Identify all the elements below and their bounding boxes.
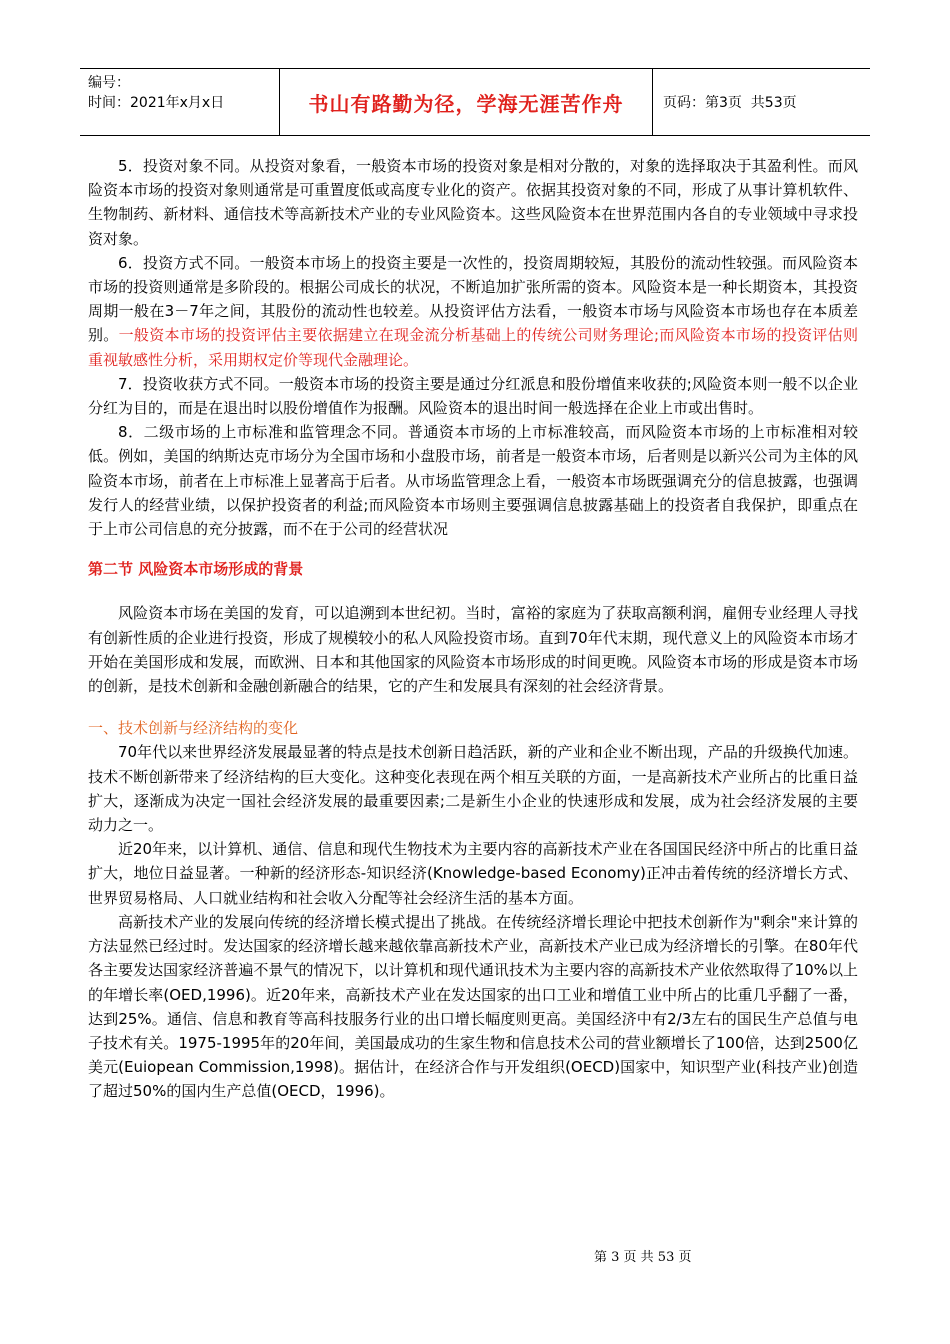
subsection-paragraph-2: 近20年来，以计算机、通信、信息和现代生物技术为主要内容的高新技术产业在各国国民经济中所占的比重日益扩大，地位日益显著。一种新的经济形态-知识经济(Knowledge-based Economy)正冲击着传统的经济增长方式、世界贸易格局、人口就业结构和社会收入分配等社会经济生活的基本方面。 bbox=[88, 840, 858, 907]
header-page-info bbox=[653, 69, 870, 135]
paragraph-8: 8．二级市场的上市标准和监管理念不同。普通资本市场的上市标准较高，而风险资本市场的上市标准相对较低。例如，美国的纳斯达克市场分为全国市场和小盘股市场，前者是一般资本市场，后者则是以新兴公司为主体的风险资本市场，前者在上市标准上显著高于后者。从市场监管理念上看，一般资本市场既强调充分的信息披露，也强调发行人的经营业绩，以保护投资者的利益;而风险资本市场则主要强调信息披露基础上的投资者自我保护，即重点在于上市公司信息的充分披露，而不在于公司的经营状况 bbox=[88, 423, 858, 539]
subsection-paragraph-1: 70年代以来世界经济发展最显著的特点是技术创新日趋活跃，新的产业和企业不断出现，产品的升级换代加速。技术不断创新带来了经济结构的巨大变化。这种变化表现在两个相互关联的方面，一是高新技术产业所占的比重日益扩大，逐渐成为决定一国社会经济发展的最重要因素;二是新生小企业的快速形成和发展，成为社会经济发展的主要动力之一。 bbox=[88, 743, 858, 835]
paragraph-6 bbox=[88, 251, 858, 372]
document-body bbox=[88, 154, 858, 1104]
paragraph-6-text: 6．投资方式不同。一般资本市场上的投资主要是一次性的，投资周期较短，其股份的流动性较强。而风险资本市场的投资则通常是多阶段的。根据公司成长的状况，不断追加扩张所需的资本。风险资本是一种长期资本，其投资周期一般在3－7年之间，其股份的流动性也较差。从投资评估方法看，一般资本市场与风险资本市场也存在本质差别。 bbox=[88, 253, 858, 345]
header-page-label: 页码：第3页 共53页 bbox=[663, 95, 797, 111]
document-number: 编号： bbox=[88, 75, 130, 91]
footer-page-number: 第 3 页 共 53 页 bbox=[594, 1250, 692, 1265]
intro-paragraph: 风险资本市场在美国的发育，可以追溯到本世纪初。当时，富裕的家庭为了获取高额利润，雇佣专业经理人寻找有创新性质的企业进行投资，形成了规模较小的私人风险投资市场。直到70年代末期，现代意义上的风险资本市场才开始在美国形成和发展，而欧洲、日本和其他国家的风险资本市场形成的时间更晚。风险资本市场的形成是资本市场的创新，是技术创新和金融创新融合的结果，它的产生和发展具有深刻的社会经济背景。 bbox=[88, 604, 858, 696]
paragraph-6-highlight: 一般资本市场的投资评估主要依据建立在现金流分析基础上的传统公司财务理论;而风险资本市场的投资评估则重视敏感性分析，采用期权定价等现代金融理论。 bbox=[88, 326, 858, 369]
header-motto: 书山有路勤为径，学海无涯苦作舟 bbox=[280, 69, 653, 135]
paragraph-7: 7．投资收获方式不同。一般资本市场的投资主要是通过分红派息和股份增值来收获的;风险资本则一般不以企业分红为目的，而是在退出时以股份增值作为报酬。风险资本的退出时间一般选择在企业上市或出售时。 bbox=[88, 374, 858, 418]
section-title: 第二节 风险资本市场形成的背景 bbox=[88, 560, 304, 579]
document-date: 时间：2021年x月x日 bbox=[88, 95, 225, 111]
subsection-title: 一、技术创新与经济结构的变化 bbox=[88, 719, 299, 738]
header-meta bbox=[80, 69, 280, 135]
paragraph-5: 5．投资对象不同。从投资对象看，一般资本市场的投资对象是相对分散的，对象的选择取决于其盈利性。而风险资本市场的投资对象则通常是可重置度低或高度专业化的资产。依据其投资对象的不同，形成了从事计算机软件、生物制药、新材料、通信技术等高新技术产业的专业风险资本。这些风险资本在世界范围内各自的专业领域中寻求投资对象。 bbox=[88, 157, 858, 248]
subsection-paragraph-3: 高新技术产业的发展向传统的经济增长模式提出了挑战。在传统经济增长理论中把技术创新作为"剩余"来计算的方法显然已经过时。发达国家的经济增长越来越依靠高新技术产业，高新技术产业已成为经济增长的引擎。在80年代各主要发达国家经济普遍不景气的情况下，以计算机和现代通讯技术为主要内容的高新技术产业依然取得了10%以上的年增长率(OED,1996)。近20年来，高新技术产业在发达国家的出口工业和增值工业中所占的比重几乎翻了一番，达到25%。通信、信息和教育等高科技服务行业的出口增长幅度则更高。美国经济中有2/3左右的国民生产总值与电子技术有关。1975-1995年的20年间，美国最成功的生家生物和信息技术公司的营业额增长了100倍，达到2500亿美元(Euiopean Commission,1998)。据估计，在经济合作与开发组织(OECD)国家中，知识型产业(科技产业)创造了超过50%的国内生产总值(OECD，1996)。 bbox=[88, 912, 858, 1101]
page-header bbox=[80, 68, 870, 136]
